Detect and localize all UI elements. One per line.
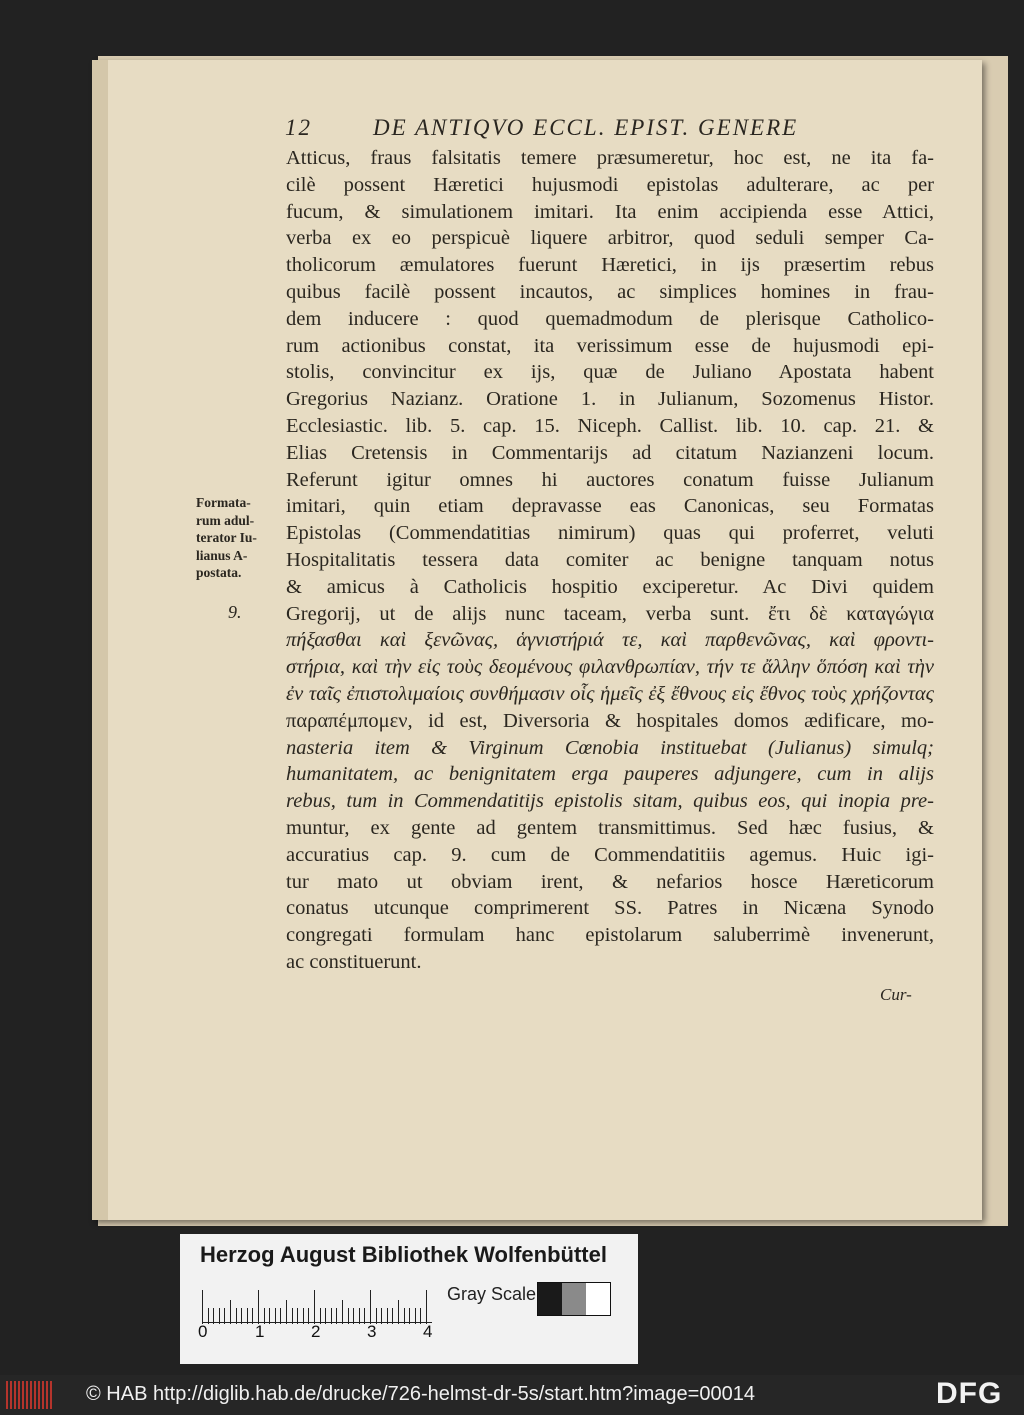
logo-stripe [18, 1381, 20, 1409]
marginal-line: postata. [196, 565, 242, 581]
ruler-tick [409, 1308, 410, 1324]
gray-scale-label: Gray Scale [447, 1284, 537, 1304]
ruler-tick [331, 1308, 332, 1324]
text-line: στήρια, καὶ τὴν εἰς τοὺς δεομένους φιλανθρωπίαν, τήν τε ἄλλην ὅπόση καὶ τὴν [286, 656, 934, 679]
ruler-tick [370, 1290, 371, 1324]
ruler-tick [404, 1308, 405, 1324]
logo-stripe [34, 1381, 36, 1409]
text-line: fucum, & simulationem imitari. Ita enim accipienda esse Attici, [286, 200, 934, 223]
marginal-line: rum adul- [196, 512, 255, 528]
ruler-tick [387, 1308, 388, 1324]
marginal-note [196, 494, 282, 582]
text-line: Gregorij, ut de alijs nunc taceam, verba sunt. ἔτι δὲ καταγώγια [286, 602, 934, 625]
ruler-tick [236, 1308, 237, 1324]
text-line: tur mato ut obviam irent, & nefarios hosce Hæreticorum [286, 870, 934, 893]
text-line: verba ex eo perspicuè liquere arbitror, quod seduli semper Ca- [286, 227, 934, 250]
text-line: congregati formulam hanc epistolarum saluberrimè invenerunt, [286, 924, 934, 947]
footer-bar [0, 1375, 1024, 1415]
ruler-tick [252, 1308, 253, 1324]
color-scale-card [180, 1234, 638, 1364]
logo-stripe [30, 1381, 32, 1409]
gray-scale-swatches [537, 1282, 611, 1316]
text-line: Referunt igitur omnes hi auctores conatum fuisse Julianum [286, 468, 934, 491]
ruler-number: 4 [423, 1322, 433, 1341]
ruler-number: 1 [255, 1322, 265, 1341]
text-line: Gregorius Nazianz. Oratione 1. in Julianum, Sozomenus Histor. [286, 388, 934, 411]
ruler-tick [241, 1308, 242, 1324]
ruler-tick [230, 1300, 231, 1324]
ruler-tick [364, 1308, 365, 1324]
measurement-ruler [202, 1288, 432, 1324]
text-line: & amicus à Catholicis hospitio exciperetur. Ac Divi quidem [286, 575, 934, 598]
ruler-tick [420, 1308, 421, 1324]
text-line: humanitatem, ac benignitatem erga pauperes adjungere, cum in alijs [286, 763, 934, 786]
ruler-tick [325, 1308, 326, 1324]
logo-stripe [46, 1381, 48, 1409]
ruler-tick [381, 1308, 382, 1324]
ruler-tick [359, 1308, 360, 1324]
text-line: παραπέμπομεν, id est, Diversoria & hospitales domos ædificare, mo- [286, 709, 934, 732]
ruler-tick [208, 1308, 209, 1324]
text-line: Atticus, fraus falsitatis temere præsumeretur, hoc est, ne ita fa- [286, 147, 934, 169]
library-name: Herzog August Bibliothek Wolfenbüttel [200, 1242, 607, 1267]
text-line: ac constituerunt. [286, 950, 422, 973]
ruler-tick [258, 1290, 259, 1324]
catchword: Cur- [880, 985, 912, 1004]
gray-swatch-dark [538, 1283, 562, 1315]
logo-stripe [14, 1381, 16, 1409]
ruler-tick [213, 1308, 214, 1324]
logo-stripe [10, 1381, 12, 1409]
marginal-line: Formata- [196, 495, 251, 510]
gray-swatch-mid [562, 1283, 586, 1315]
ruler-tick [336, 1308, 337, 1324]
ruler-tick [308, 1308, 309, 1324]
ruler-tick [348, 1308, 349, 1324]
page-gutter [92, 60, 108, 1220]
ruler-number: 2 [311, 1322, 321, 1341]
ruler-tick [398, 1300, 399, 1324]
ruler-tick [314, 1290, 315, 1324]
text-line: Hospitalitatis tessera data comiter ac benigne tanquam notus [286, 548, 934, 571]
text-line: ἐν ταῖς ἐπιστολιμαίοις συνθήμασιν οἷς ἡμεῖς ἐξ ἔθνους εἰς ἔθνος τοὺς χρήζοντας [286, 682, 934, 705]
text-line: Elias Cretensis in Commentarijs ad citatum Nazianzeni locum. [286, 441, 934, 464]
ruler-tick [303, 1308, 304, 1324]
text-line: cilè possent Hæretici hujusmodi epistolas adulterare, ac per [286, 173, 934, 196]
text-line: rum actionibus constat, ita verissimum esse de hujusmodi epi- [286, 334, 934, 357]
text-line: imitari, quin etiam depravasse eas Canonicas, seu Formatas [286, 495, 934, 518]
ruler-number: 0 [198, 1322, 208, 1341]
ruler-tick [297, 1308, 298, 1324]
running-title: DE ANTIQVO ECCL. EPIST. GENERE [373, 115, 799, 140]
credit-url[interactable]: © HAB http://diglib.hab.de/drucke/726-helmst-dr-5s/start.htm?image=00014 [86, 1383, 755, 1405]
text-line: conatus utcunque comprimerent SS. Patres in Nicæna Synodo [286, 897, 934, 920]
ruler-tick [247, 1308, 248, 1324]
gray-swatch-light [586, 1283, 610, 1315]
logo-stripe [22, 1381, 24, 1409]
ruler-number: 3 [367, 1322, 377, 1341]
text-line: rebus, tum in Commendatitijs epistolis sitam, quibus eos, qui inopia pre- [286, 790, 934, 813]
ruler-tick [275, 1308, 276, 1324]
dfg-logo: DFG [936, 1377, 1003, 1410]
text-line: πήξασθαι καὶ ξενῶνας, ἁγνιστήριά τε, καὶ παρθενῶνας, καὶ φροντι- [286, 629, 934, 652]
body-text [286, 145, 934, 976]
text-line: dem inducere : quod quemadmodum de plerisque Catholico- [286, 307, 934, 330]
ruler-tick [280, 1308, 281, 1324]
ruler-tick [415, 1308, 416, 1324]
marginal-line: terator Iu- [196, 530, 257, 546]
text-line: nasteria item & Virginum Cœnobia instituebat (Julianus) simulq; [286, 736, 934, 759]
ruler-tick [202, 1290, 203, 1324]
ruler-tick [292, 1308, 293, 1324]
ruler-tick [286, 1300, 287, 1324]
page-number: 12 [285, 115, 312, 140]
ruler-tick [219, 1308, 220, 1324]
logo-stripe [38, 1381, 40, 1409]
marginal-line: lianus A- [196, 547, 248, 563]
text-line: quibus facilè possent incautos, ac simplices homines in frau- [286, 280, 934, 303]
ruler-tick [392, 1308, 393, 1324]
logo-stripe [26, 1381, 28, 1409]
hab-logo-icon [6, 1381, 54, 1409]
logo-stripe [6, 1381, 8, 1409]
logo-stripe [50, 1381, 52, 1409]
ruler-tick [426, 1290, 427, 1324]
text-line: accuratius cap. 9. cum de Commendatitiis agemus. Huic igi- [286, 843, 934, 866]
text-line: stolis, convincitur ex ijs, quæ de Juliano Apostata habent [286, 361, 934, 384]
ruler-tick [269, 1308, 270, 1324]
ruler-tick [353, 1308, 354, 1324]
text-line: Epistolas (Commendatitias nimirum) quas qui proferret, veluti [286, 522, 934, 545]
ruler-tick [224, 1308, 225, 1324]
text-line: Ecclesiastic. lib. 5. cap. 15. Niceph. Callist. lib. 10. cap. 21. & [286, 414, 934, 437]
marginal-number: 9. [228, 602, 242, 622]
text-line: muntur, ex gente ad gentem transmittimus. Sed hæc fusius, & [286, 816, 934, 839]
page-header [285, 115, 855, 145]
ruler-tick [342, 1300, 343, 1324]
logo-stripe [42, 1381, 44, 1409]
text-line: tholicorum æmulatores fuerunt Hæretici, in ijs præsertim rebus [286, 254, 934, 277]
